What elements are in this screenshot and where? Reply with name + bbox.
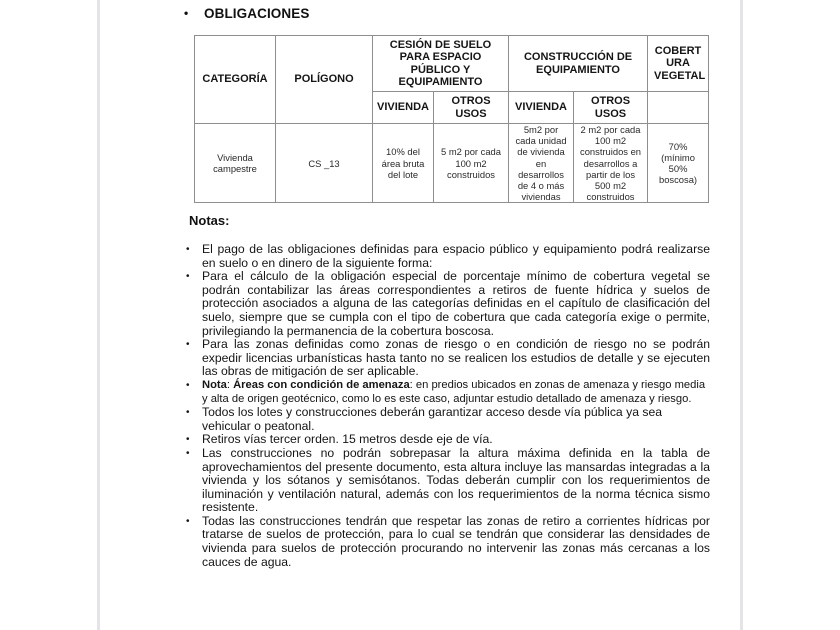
table-header-row	[195, 36, 709, 92]
note-text: Retiros vías tercer orden. 15 metros desde eje de vía.	[202, 432, 493, 447]
note-bold-heading: Áreas con condición de amenaza	[233, 378, 410, 391]
subheader-construccion-vivienda: VIVIENDA	[509, 92, 574, 124]
cell-categoria: Vivienda campestre	[195, 124, 276, 203]
bullet-icon: •	[186, 339, 190, 351]
header-poligono: POLÍGONO	[276, 36, 373, 124]
subheader-cesion-otros-usos: OTROS USOS	[434, 92, 509, 124]
subheader-construccion-otros-usos: OTROS USOS	[574, 92, 648, 124]
list-item	[186, 447, 710, 515]
note-label: Nota	[202, 378, 227, 391]
header-cobertura-vegetal: COBERT URA VEGETAL	[648, 36, 709, 92]
notes-list	[186, 243, 710, 569]
note-text: : en predios ubicados en zonas de amenaza y riesgo media y alta de origen geotécnico, como lo es este caso, adjuntar estudio detallado de amenaza y riesgo.	[202, 378, 706, 405]
list-item	[186, 270, 710, 338]
notes-heading: Notas:	[189, 213, 230, 228]
header-cesion-suelo: CESIÓN DE SUELO PARA ESPACIO PÚBLICO Y EQUIPAMIENTO	[373, 36, 509, 92]
subheader-cobertura-empty	[648, 92, 709, 124]
bullet-icon: •	[186, 434, 190, 446]
section-title: OBLIGACIONES	[204, 6, 310, 21]
note-text: El pago de las obligaciones definidas para espacio público y equipamiento podrá realizarse en suelo o en dinero de la siguiente forma:	[202, 242, 710, 270]
header-construccion-equipamiento: CONSTRUCCIÓN DE EQUIPAMIENTO	[509, 36, 648, 92]
list-item	[186, 515, 710, 569]
note-text: Para el cálculo de la obligación especial de porcentaje mínimo de cobertura vegetal se podrán contabilizar las áreas correspondientes a retiros de fuente hídrica y suelos de protección asociados a alguna de las categorías definidas en el capítulo de clasificación del suelo, siempre que se cumpla con el tipo de cobertura que cada categoría exige o permite, privilegiando la permanencia de la cobertura boscosa.	[202, 269, 710, 338]
bullet-icon: •	[186, 407, 190, 419]
list-item	[186, 379, 710, 406]
note-text: Todos los lotes y construcciones deberán garantizar acceso desde vía pública ya sea vehicular o peatonal.	[202, 405, 663, 433]
page-edge-right	[740, 0, 743, 630]
bullet-icon: •	[184, 6, 189, 20]
cell-poligono: CS _13	[276, 124, 373, 203]
cell-cobertura-vegetal: 70% (mínimo 50% boscosa)	[648, 124, 709, 203]
obligations-table	[194, 35, 709, 203]
bullet-icon: •	[186, 244, 190, 255]
bullet-icon: •	[186, 447, 190, 459]
list-item	[186, 338, 710, 379]
subheader-cesion-vivienda: VIVIENDA	[373, 92, 434, 124]
note-separator: :	[226, 378, 234, 391]
header-categoria: CATEGORÍA	[195, 36, 276, 124]
list-item	[186, 406, 710, 433]
cell-construccion-otros-usos: 2 m2 por cada 100 m2 construidos en desarrollos a partir de los 500 m2 construidos	[574, 124, 648, 203]
bullet-icon: •	[186, 379, 190, 391]
cell-cesion-vivienda: 10% del área bruta del lote	[373, 124, 434, 203]
bullet-icon: •	[186, 515, 190, 527]
note-text: Para las zonas definidas como zonas de riesgo o en condición de riesgo no se podrán expedir licencias urbanísticas hasta tanto no se realicen los estudios de detalle y se ejecuten las obras de mitigación de ser aplicable.	[202, 337, 710, 379]
note-text: Todas las construcciones tendrán que respetar las zonas de retiro a corrientes hídricas por tratarse de suelos de protección, para lo cual se tendrán que considerar las densidades de vivienda para suelos de protección procurando no intervenir las zonas más cercanas a los cauces de agua.	[202, 513, 710, 569]
list-item	[186, 243, 710, 270]
cell-cesion-otros-usos: 5 m2 por cada 100 m2 construidos	[434, 124, 509, 203]
bullet-icon: •	[186, 271, 190, 283]
page-edge-left	[97, 0, 100, 630]
table-row	[195, 124, 709, 203]
list-item	[186, 433, 710, 447]
note-text: Las construcciones no podrán sobrepasar la altura máxima definida en la tabla de aprovechamientos del presente documento, esta altura incluye las mansardas integradas a la vivienda y los sótanos y semisótanos. Todas deberán cumplir con los requerimientos de iluminación y ventilación natural, además con los requerimientos de la norma técnica sismo resistente.	[202, 445, 710, 515]
cell-construccion-vivienda: 5m2 por cada unidad de vivienda en desarrollos de 4 o más viviendas	[509, 124, 574, 203]
